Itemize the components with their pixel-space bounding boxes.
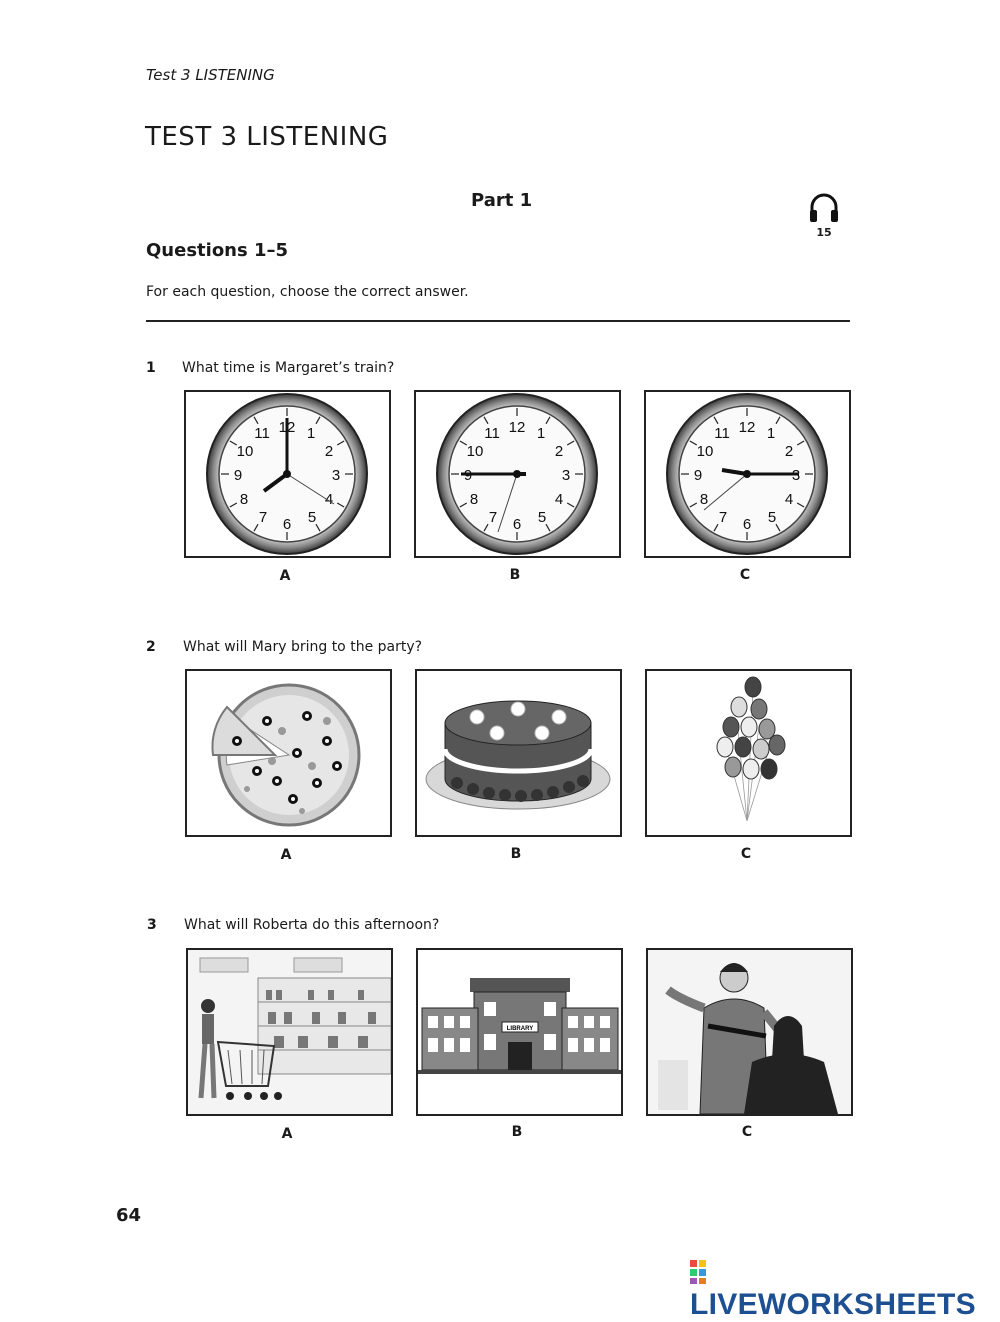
liveworksheets-icon [690,1260,716,1284]
page-title: TEST 3 LISTENING [145,122,389,152]
supermarket-image [188,950,391,1114]
option-3c[interactable] [646,948,853,1116]
headphones-icon [806,190,842,224]
question-number: 2 [146,639,156,655]
brand-logo [690,1254,1000,1322]
option-label: C [740,846,752,862]
page-number: 64 [116,1205,142,1226]
track-number: 15 [816,226,832,239]
cake-image [417,671,620,835]
option-2c[interactable] [645,669,852,837]
question-number: 3 [147,917,157,933]
clock-9-45-image [416,392,619,556]
option-2a[interactable] [185,669,392,837]
option-label: A [281,1126,293,1142]
question-text: What will Roberta do this afternoon? [184,917,440,933]
divider [146,320,850,322]
option-2b[interactable] [415,669,622,837]
question-text: What time is Margaret’s train? [182,360,395,376]
instructions: For each question, choose the correct answer. [146,284,469,300]
hairdresser-image [648,950,851,1114]
option-1b[interactable] [414,390,621,558]
option-3a[interactable] [186,948,393,1116]
question-text: What will Mary bring to the party? [183,639,423,655]
brand-text: LIVEWORKSHEETS [690,1288,976,1321]
library-image [418,950,621,1114]
part-label: Part 1 [471,190,533,211]
clock-3-40-image [646,392,849,556]
library-sign: LIBRARY [506,1026,534,1032]
question-number: 1 [146,360,156,376]
option-label: C [741,1124,753,1140]
option-3b[interactable] [416,948,623,1116]
audio-track[interactable] [806,190,842,239]
option-label: B [509,567,521,583]
questions-heading: Questions 1–5 [146,240,289,261]
option-label: A [280,847,292,863]
clock-8-00-image [186,392,389,556]
option-label: A [279,568,291,584]
option-label: B [511,1124,523,1140]
option-label: B [510,846,522,862]
option-1a[interactable] [184,390,391,558]
option-label: C [739,567,751,583]
pizza-image [187,671,390,835]
running-title: Test 3 LISTENING [146,66,275,84]
option-1c[interactable] [644,390,851,558]
balloons-image [647,671,850,835]
